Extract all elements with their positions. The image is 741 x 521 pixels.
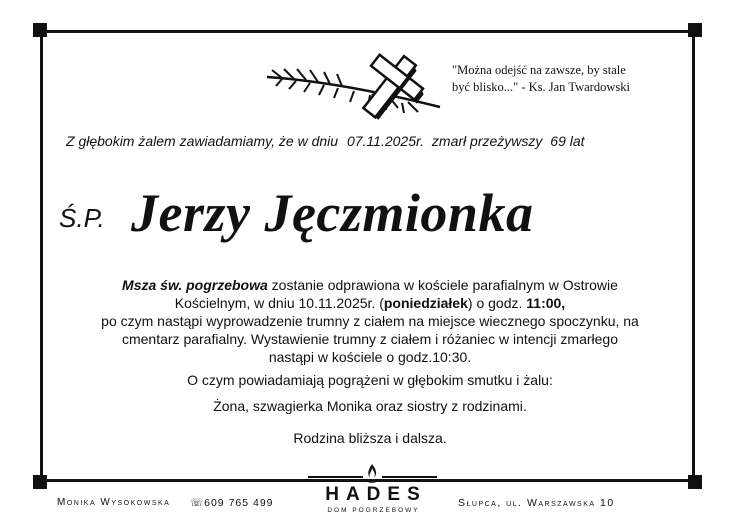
mourners-line: Żona, szwagierka Monika oraz siostry z rodzinami. [213,398,527,414]
funeral-details [70,276,670,447]
quote-line: być blisko..." - Ks. Jan Twardowski [452,80,630,94]
age: 69 lat [550,133,585,149]
logo-line [308,476,363,478]
quote [452,62,692,96]
deceased-name: Jerzy Jęczmionka [131,183,534,243]
mass-line: cmentarz parafialny. Wystawienie trumny z ciałem i różaniec w intencji zmarłego [121,331,618,347]
logo-line [382,476,437,478]
footer-address: Słupca, ul. Warszawska 10 [458,497,615,509]
announcement-line [66,133,585,149]
logo-word: HADES [325,484,427,505]
mass-label: Msza św. pogrzebowa [122,277,268,293]
cross-icon [262,52,444,122]
footer-owner: Monika Wysokowska [57,497,171,508]
death-date: 07.11.2025r. [346,133,425,149]
mourners-line: Rodzina bliższa i dalsza. [293,430,447,446]
sp-prefix: Ś.P. [59,203,105,233]
mass-line [70,294,670,312]
mass-time: 11:00, [526,295,566,311]
mass-line: nastąpi w kościele o godz.10:30. [268,349,472,365]
mass-text: ) o godz. [467,295,527,311]
mass-text: zostanie odprawiona w kościele parafialnym w Ostrowie [267,277,618,293]
hades-logo [300,462,445,518]
mourners-line: O czym powiadamiają pogrążeni w głębokim smutku i żalu: [187,372,553,388]
mass-day: poniedziałek [383,295,468,311]
mass-line: po czym nastąpi wyprowadzenie trumny z ciałem na miejsce wiecznego spoczynku, na [101,313,639,329]
announcement-text: Z głębokim żalem zawiadamiamy, że w dniu [66,133,339,149]
logo-subtitle: DOM POGRZEBOWY [327,507,420,514]
announcement-died: zmarł przeżywszy [431,133,543,149]
mass-line [70,276,670,294]
quote-line: "Można odejść na zawsze, by stale [452,63,626,77]
footer-phone: ☏609 765 499 [190,497,274,509]
mass-text: Kościelnym, w dniu 10.11.2025r. ( [174,295,384,311]
